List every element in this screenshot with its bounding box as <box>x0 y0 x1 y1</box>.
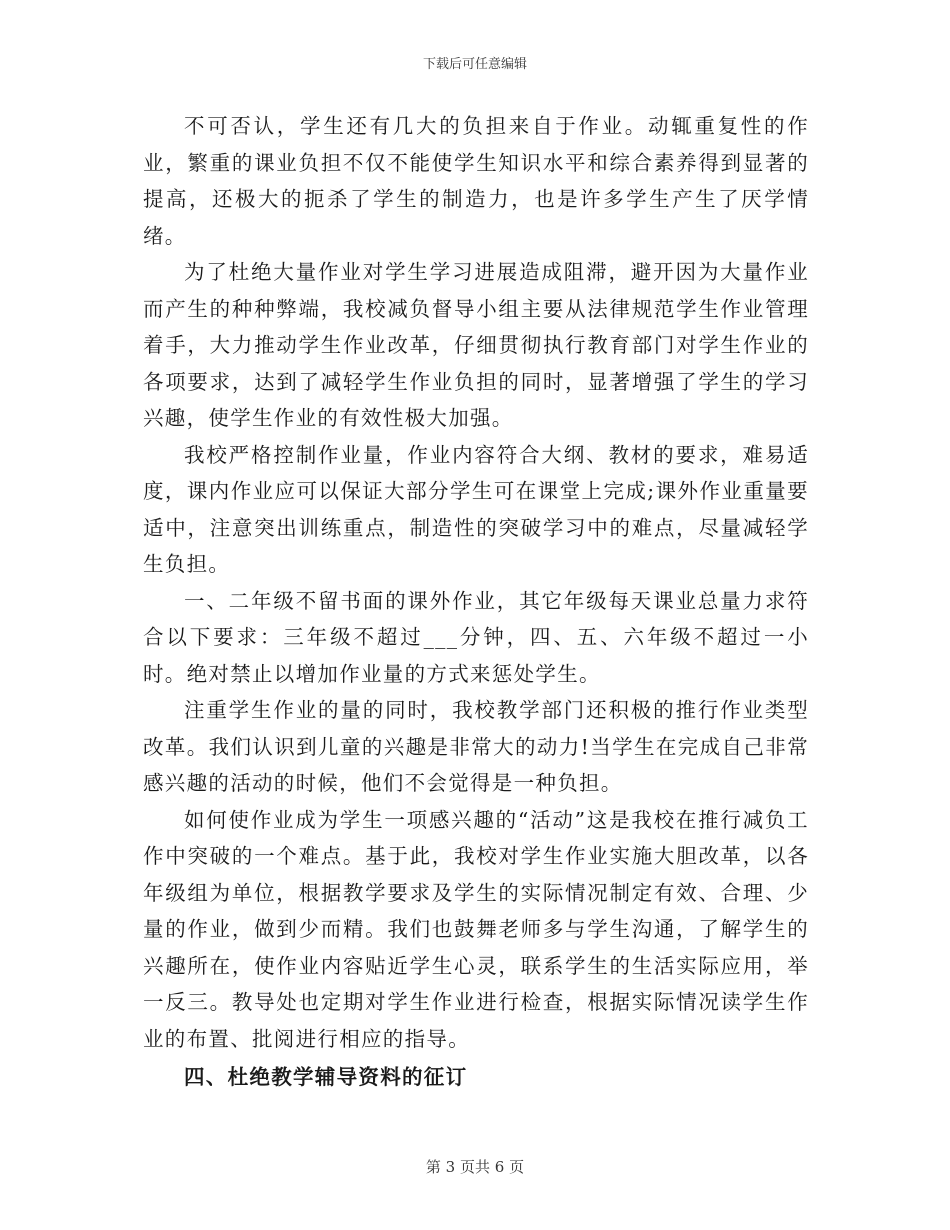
paragraph-2: 为了杜绝大量作业对学生学习进展造成阻滞，避开因为大量作业而产生的种种弊端，我校减负督导小组主要从法律规范学生作业管理着手，大力推动学生作业改革，仔细贯彻执行教育部门对学生作业的各项要求，达到了减轻学生作业负担的同时，显著增强了学生的学习兴趣，使学生作业的有效性极大加强。 <box>143 260 809 430</box>
paragraph-6: 如何使作业成为学生一项感兴趣的“活动”这是我校在推行减负工作中突破的一个难点。基于此，我校对学生作业实施大胆改革，以各年级组为单位，根据教学要求及学生的实际情况制定有效、合理、少量的作业，做到少而精。我们也鼓舞老师多与学生沟通，了解学生的兴趣所在，使作业内容贴近学生心灵，联系学生的生活实际应用，举一反三。教导处也定期对学生作业进行检查，根据实际情况读学生作业的布置、批阅进行相应的指导。 <box>143 807 809 1051</box>
page-header: 下载后可任意编辑 <box>422 57 527 72</box>
paragraph-1: 不可否认，学生还有几大的负担来自于作业。动辄重复性的作业，繁重的课业负担不仅不能使学生知识水平和综合素养得到显著的提高，还极大的扼杀了学生的制造力，也是许多学生产生了厌学情绪。 <box>143 114 809 248</box>
paragraph-4: 一、二年级不留书面的课外作业，其它年级每天课业总量力求符合以下要求：三年级不超过___分钟，四、五、六年级不超过一小时。绝对禁止以增加作业量的方式来惩处学生。 <box>143 588 809 686</box>
paragraph-3: 我校严格控制作业量，作业内容符合大纲、教材的要求，难易适度，课内作业应可以保证大部分学生可在课堂上完成;课外作业重量要适中，注意突出训练重点，制造性的突破学习中的难点，尽量减轻学生负担。 <box>143 442 809 576</box>
page-number: 第 3 页共 6 页 <box>425 1158 525 1176</box>
paragraph-5: 注重学生作业的量的同时，我校教学部门还积极的推行作业类型改革。我们认识到儿童的兴趣是非常大的动力!当学生在完成自己非常感兴趣的活动的时候，他们不会觉得是一种负担。 <box>143 698 809 795</box>
document-body <box>143 108 809 1096</box>
section-heading: 四、杜绝教学辅导资料的征订 <box>184 1065 468 1089</box>
